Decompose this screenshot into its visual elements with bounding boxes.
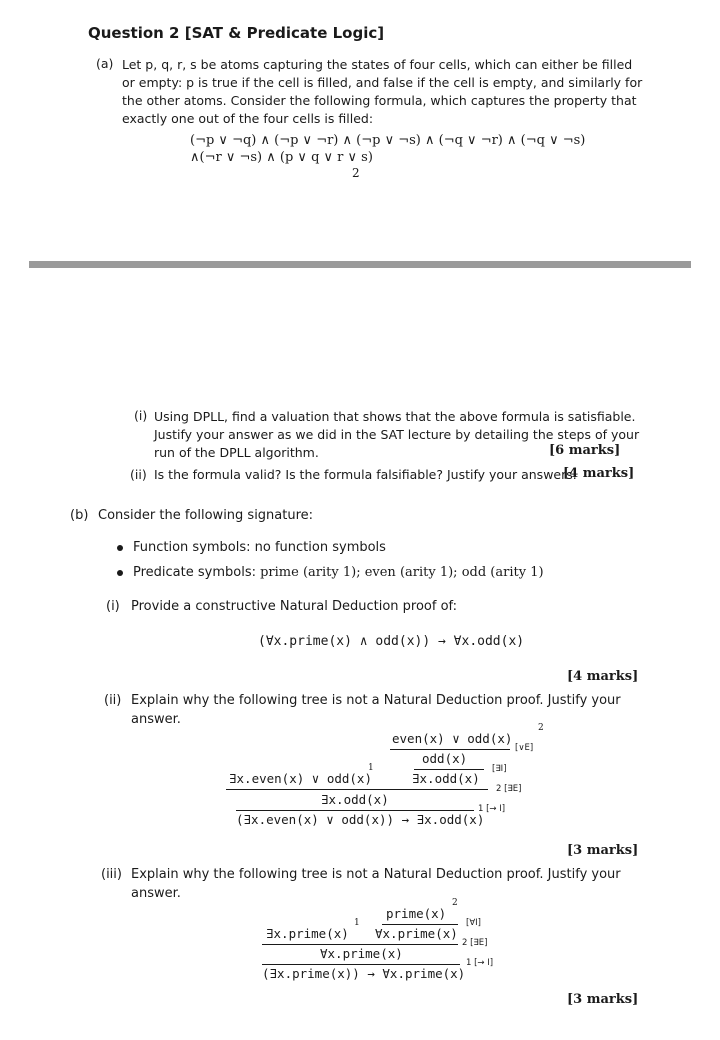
tree-conclusion: (∃x.prime(x)) → ∀x.prime(x) xyxy=(262,966,466,981)
part-a-label: (a) xyxy=(96,56,114,71)
sub-i-marks: [6 marks] xyxy=(549,443,621,458)
list-item xyxy=(117,563,544,588)
intro-line: or empty: p is true if the cell is filled, and false if the cell is empty, and similarly for xyxy=(122,75,643,90)
intro-line: exactly one out of the four cells is filled: xyxy=(122,111,374,126)
rule-label: 1 [→ I] xyxy=(478,804,506,814)
q3-line-1: Explain why the following tree is not a Natural Deduction proof. Justify your xyxy=(131,867,621,882)
signature-list xyxy=(117,538,544,588)
inference-line xyxy=(226,789,488,790)
bullet-text: Function symbols: no function symbols xyxy=(133,540,386,555)
q1-marks: [4 marks] xyxy=(567,669,639,684)
page-separator xyxy=(29,261,691,268)
page-number: 2 xyxy=(352,166,360,180)
list-item xyxy=(117,538,544,563)
q2-label: (ii) xyxy=(104,693,122,708)
part-a-intro xyxy=(122,56,642,128)
intro-line: the other atoms. Consider the following formula, which captures the property that xyxy=(122,93,637,108)
bullet-icon xyxy=(117,570,123,576)
sub-ii-marks: [4 marks] xyxy=(563,466,635,481)
q3-line-2: answer. xyxy=(131,886,181,901)
inference-line xyxy=(262,964,460,965)
rule-label: 1 [→ I] xyxy=(466,958,494,968)
sub-ii-text: Is the formula valid? Is the formula falsifiable? Justify your answers. xyxy=(154,467,577,482)
sub-i-line: run of the DPLL algorithm. xyxy=(154,445,319,460)
tree-formula: ∃x.prime(x) xyxy=(266,926,349,941)
q2-line-2: answer. xyxy=(131,712,181,727)
tree-formula: ∀x.prime(x) xyxy=(320,946,403,961)
question-title: Question 2 [SAT & Predicate Logic] xyxy=(88,24,385,42)
discharge-label: 2 xyxy=(538,723,544,733)
rule-label: [∨E] xyxy=(515,743,534,753)
inference-line xyxy=(414,769,484,770)
inference-line xyxy=(262,944,458,945)
part-b-label: (b) xyxy=(70,508,89,523)
tree-formula: ∃x.even(x) ∨ odd(x) xyxy=(229,771,372,786)
tree-conclusion: (∃x.even(x) ∨ odd(x)) → ∃x.odd(x) xyxy=(236,812,485,827)
inference-line xyxy=(382,924,458,925)
q1-label: (i) xyxy=(106,599,120,614)
discharge-label: 1 xyxy=(354,918,360,928)
q2-marks: [3 marks] xyxy=(567,843,639,858)
rule-label: 2 [∃E] xyxy=(496,784,522,794)
inference-line xyxy=(236,810,474,811)
tree-formula: even(x) ∨ odd(x) xyxy=(392,731,513,746)
tree-formula: ∀x.prime(x) xyxy=(375,926,458,941)
tree-formula: ∃x.odd(x) xyxy=(412,771,480,786)
discharge-label: 2 xyxy=(452,898,458,908)
discharge-label: 1 xyxy=(368,763,374,773)
q2-line-1: Explain why the following tree is not a Natural Deduction proof. Justify your xyxy=(131,693,621,708)
tree-formula: ∃x.odd(x) xyxy=(321,792,389,807)
q1-formula: (∀x.prime(x) ∧ odd(x)) → ∀x.odd(x) xyxy=(258,634,525,649)
rule-label: [∃I] xyxy=(492,764,507,774)
sub-ii-label: (ii) xyxy=(130,467,147,482)
tree-formula: odd(x) xyxy=(422,751,468,766)
tree-formula: prime(x) xyxy=(386,906,447,921)
bullet-text: Predicate symbols: xyxy=(133,565,261,580)
q1-text: Provide a constructive Natural Deduction proof of: xyxy=(131,599,458,614)
q3-marks: [3 marks] xyxy=(567,992,639,1007)
inference-line xyxy=(390,749,510,750)
intro-line: Let p, q, r, s be atoms capturing the states of four cells, which can either be filled xyxy=(122,57,633,72)
rule-label: [∀I] xyxy=(466,918,481,928)
bullet-predicates: prime (arity 1); even (arity 1); odd (arity 1) xyxy=(260,565,544,580)
sub-i-line: Using DPLL, find a valuation that shows that the above formula is satisfiable. xyxy=(154,409,636,424)
sub-i-line: Justify your answer as we did in the SAT lecture by detailing the steps of your xyxy=(154,427,640,442)
formula-line-2: ∧(¬r ∨ ¬s) ∧ (p ∨ q ∨ r ∨ s) xyxy=(190,150,373,165)
formula-line-1: (¬p ∨ ¬q) ∧ (¬p ∨ ¬r) ∧ (¬p ∨ ¬s) ∧ (¬q ∨ ¬r) ∧ (¬q ∨ ¬s) xyxy=(190,133,586,148)
rule-label: 2 [∃E] xyxy=(462,938,488,948)
sub-i-label: (i) xyxy=(134,408,148,423)
bullet-icon xyxy=(117,545,123,551)
part-b-intro: Consider the following signature: xyxy=(98,508,314,523)
q3-label: (iii) xyxy=(101,867,122,882)
